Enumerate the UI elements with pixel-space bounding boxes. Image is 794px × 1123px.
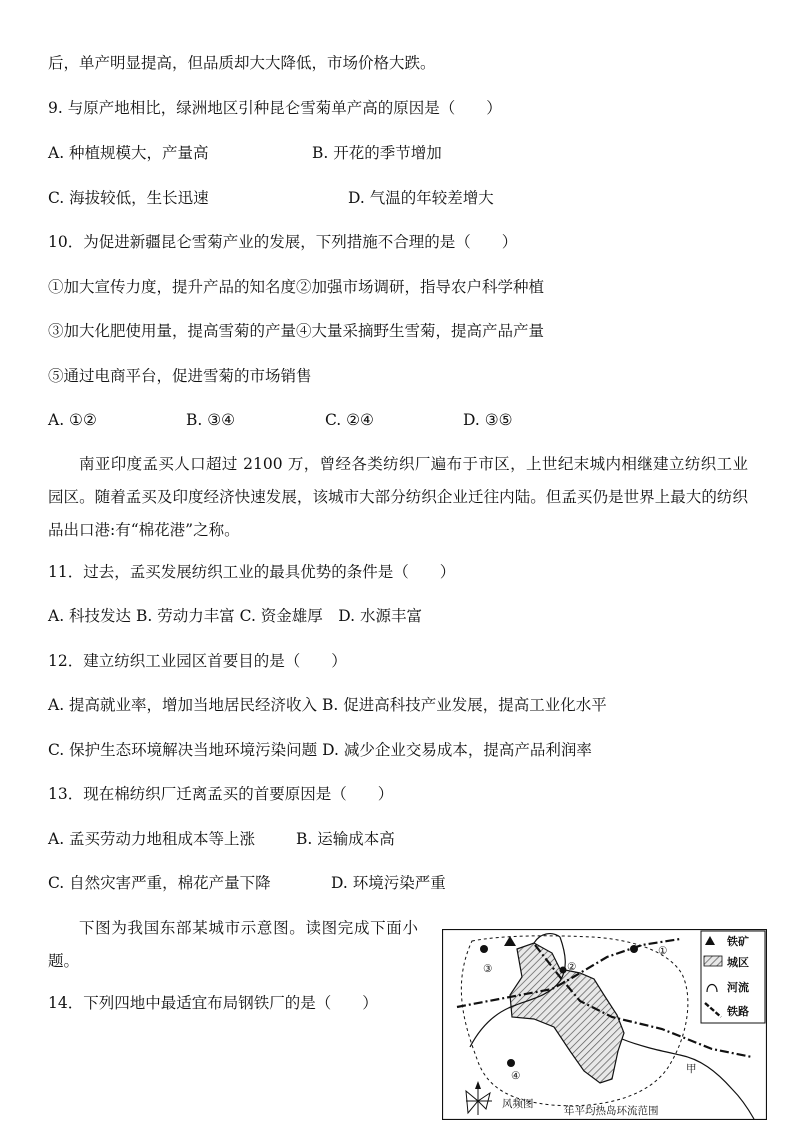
map-caption: 年平均热岛环流范围	[564, 1105, 659, 1117]
option-10b: B. ③④	[186, 411, 236, 429]
option-9b: B. 开花的季节增加	[312, 144, 442, 162]
city-map-figure	[442, 929, 767, 1120]
label-point-2: ②	[567, 961, 577, 973]
options-11: A. 科技发达 B. 劳动力丰富 C. 资金雄厚 D. 水源丰富	[48, 607, 423, 625]
option-13b: B. 运输成本高	[296, 830, 395, 848]
option-10d: D. ③⑤	[463, 411, 513, 429]
statement-line-1: ①加大宣传力度，提升产品的知名度②加强市场调研，指导农户科学种植	[48, 278, 545, 296]
question-9: 9. 与原产地相比，绿洲地区引种昆仑雪菊单产高的原因是（ ）	[48, 99, 502, 117]
option-9d: D. 气温的年较差增大	[348, 189, 494, 207]
legend-river-label: 河流	[727, 981, 749, 994]
label-point-4: ④	[511, 1070, 521, 1082]
question-12: 12．建立纺织工业园区首要目的是（ ）	[48, 652, 347, 670]
text-line: 后，单产明显提高，但品质却大大降低，市场价格大跌。	[48, 54, 436, 72]
question-13: 13．现在棉纺织厂迁离孟买的首要原因是（ ）	[48, 785, 394, 803]
option-10c: C. ②④	[325, 411, 374, 429]
options-12ab: A. 提高就业率，增加当地居民经济收入 B. 促进高科技产业发展，提高工业化水平	[48, 696, 607, 714]
option-9a: A. 种植规模大，产量高	[48, 144, 209, 162]
legend-mine-label: 铁矿	[727, 935, 749, 948]
statement-line-3: ⑤通过电商平台，促进雪菊的市场销售	[48, 367, 312, 385]
location-dot-1	[630, 945, 638, 953]
wind-rose-label: 风频图	[502, 1098, 534, 1110]
option-13a: A. 孟买劳动力地租成本等上涨	[48, 830, 256, 848]
option-13c: C. 自然灾害严重，棉花产量下降	[48, 874, 271, 892]
location-dot-4	[507, 1059, 515, 1067]
label-point-3: ③	[483, 963, 493, 975]
question-14: 14．下列四地中最适宜布局钢铁厂的是（ ）	[48, 994, 378, 1012]
question-11: 11．过去，孟买发展纺织工业的最具优势的条件是（ ）	[48, 563, 456, 581]
label-point-1: ①	[658, 945, 668, 957]
statement-line-2: ③加大化肥使用量，提高雪菊的产量④大量采摘野生雪菊，提高产品产量	[48, 322, 545, 340]
location-dot-3	[480, 945, 488, 953]
label-jia: 甲	[686, 1063, 697, 1075]
passage-map-intro: 下图为我国东部某城市示意图。读图完成下面小题。	[48, 919, 418, 970]
options-12cd: C. 保护生态环境解决当地环境污染问题 D. 减少企业交易成本，提高产品利润率	[48, 741, 592, 759]
option-13d: D. 环境污染严重	[331, 874, 446, 892]
legend-rail-label: 铁路	[727, 1005, 749, 1018]
question-10: 10．为促进新疆昆仑雪菊产业的发展，下列措施不合理的是（ ）	[48, 233, 518, 251]
option-10a: A. ①②	[48, 411, 97, 429]
passage-mumbai: 南亚印度孟买人口超过 2100 万，曾经各类纺织厂遍布于市区，上世纪末城内相继建立纺织工业园区。随着孟买及印度经济快速发展，该城市大部分纺织企业迁往内陆。但孟买仍是世界上最大的纺织品出口港:有“棉花港”之称。	[48, 455, 748, 539]
location-dot-2	[560, 967, 567, 974]
option-9c: C. 海拔较低，生长迅速	[48, 189, 209, 207]
legend-city-label: 城区	[727, 956, 749, 969]
legend-city-icon	[704, 956, 722, 966]
